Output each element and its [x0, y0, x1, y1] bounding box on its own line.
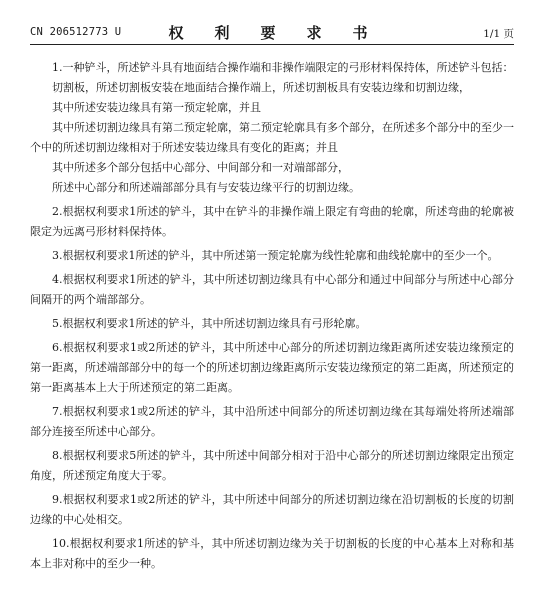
claim-5: 5.根据权利要求1所述的铲斗，其中所述切割边缘具有弓形轮廓。 [52, 317, 367, 330]
claim-9: 9.根据权利要求1或2所述的铲斗，其中所述中间部分的所述切割边缘在沿切割板的长度的切割边缘的中心处相交。 [30, 493, 514, 526]
document-title: 权 利 要 求 书 [168, 24, 376, 42]
page-number: 1/1 页 [483, 28, 514, 40]
claim-4: 4.根据权利要求1所述的铲斗，其中所述切割边缘具有中心部分和通过中间部分与所述中心部分间隔开的两个端部部分。 [30, 273, 514, 306]
claim-1-preamble: 1.一种铲斗，所述铲斗具有地面结合操作端和非操作端限定的弓形材料保持体，所述铲斗包括： [52, 61, 514, 74]
claim-1-element-parallel: 所述中心部分和所述端部部分具有与安装边缘平行的切割边缘。 [52, 181, 360, 194]
claim-8: 8.根据权利要求5所述的铲斗，其中所述中间部分相对于沿中心部分的所述切割边缘限定出预定角度，所述预定角度大于零。 [30, 449, 514, 482]
claim-1-element-mounting-edge: 其中所述安装边缘具有第一预定轮廓，并且 [52, 101, 261, 114]
page-header [30, 22, 514, 42]
claim-10: 10.根据权利要求1所述的铲斗，其中所述切割边缘为关于切割板的长度的中心基本上对称和基本上非对称中的至少一种。 [30, 537, 514, 570]
claim-1-element-cutting-edge: 其中所述切割边缘具有第二预定轮廓，第二预定轮廓具有多个部分，在所述多个部分中的至少一个中的所述切割边缘相对于所述安装边缘具有变化的距离；并且 [30, 121, 514, 154]
claim-7: 7.根据权利要求1或2所述的铲斗，其中沿所述中间部分的所述切割边缘在其每端处将所述端部部分连接至所述中心部分。 [30, 405, 514, 438]
claim-3: 3.根据权利要求1所述的铲斗，其中所述第一预定轮廓为线性轮廓和曲线轮廓中的至少一个。 [52, 249, 499, 262]
claim-1-element-cutting-plate: 切割板，所述切割板安装在地面结合操作端上，所述切割板具有安装边缘和切割边缘， [52, 81, 470, 94]
claim-6: 6.根据权利要求1或2所述的铲斗，其中所述中心部分的所述切割边缘距离所述安装边缘预定的第一距离，所述端部部分中的每一个的所述切割边缘距离所示安装边缘预定的第二距离，所述预定的第一距离基本上大于所述预定的第二距离。 [30, 341, 514, 394]
claims-body [30, 58, 514, 578]
claim-2: 2.根据权利要求1所述的铲斗，其中在铲斗的非操作端上限定有弯曲的轮廓，所述弯曲的轮廓被限定为远离弓形材料保持体。 [30, 205, 514, 238]
claim-1-element-portions: 其中所述多个部分包括中心部分、中间部分和一对端部部分， [52, 161, 349, 174]
header-divider [30, 44, 514, 45]
patent-number: CN 206512773 U [30, 26, 122, 38]
